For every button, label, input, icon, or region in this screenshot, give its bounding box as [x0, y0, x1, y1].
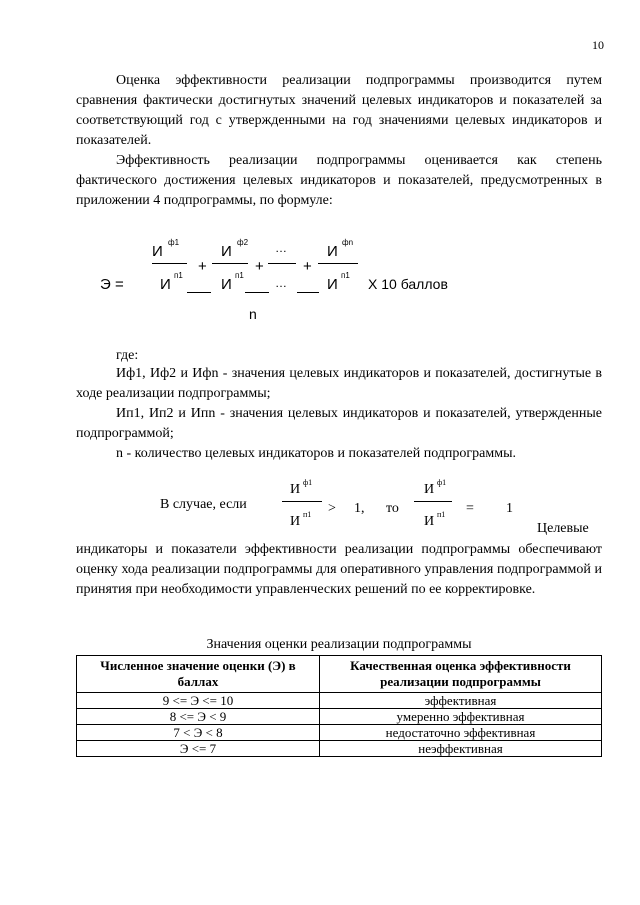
table-cell-quality: эффективная	[320, 693, 602, 709]
condition-result-numerator-sup: ф1	[437, 478, 447, 487]
formula-numerator-term-n: И	[327, 243, 338, 260]
evaluation-table	[76, 655, 602, 757]
main-fraction-bar-2	[245, 292, 269, 293]
main-fraction-bar-3	[297, 292, 319, 293]
condition-greater-than: >	[328, 501, 336, 516]
formula-multiplier: X 10 баллов	[368, 276, 448, 292]
intro-paragraph: Оценка эффективности реализации подпрограммы производится путем сравнения фактически достигнутых значений целевых индикаторов и показателей за соответствующий год с утвержденными на год значениями целевых индикаторов и показателей.	[76, 73, 602, 148]
condition-denominator: И	[290, 514, 301, 529]
table-header-row	[77, 656, 602, 693]
condition-result-numerator: И	[424, 482, 435, 497]
table-cell-score: Э <= 7	[77, 741, 320, 757]
formula-lhs: Э =	[100, 276, 124, 293]
definition-planned-text: - значения целевых индикаторов и показателей, утвержденные подпрограммой;	[76, 406, 602, 441]
fraction-bar-4	[318, 263, 358, 264]
formula-sup-f2: ф2	[237, 238, 249, 247]
table-header-quality: Качественная оценка эффективности реализации подпрограммы	[320, 656, 602, 693]
formula-sup-p1-a: п1	[174, 271, 183, 280]
formula-dots-top: …	[275, 241, 287, 255]
condition-equals: =	[466, 501, 474, 516]
definition-actual-symbols: Иф1, Иф2 и Ифn	[116, 366, 219, 381]
condition-result-fraction-bar	[414, 501, 452, 502]
condition-numerator: И	[290, 482, 301, 497]
table-cell-score: 9 <= Э <= 10	[77, 693, 320, 709]
table-cell-score: 8 <= Э < 9	[77, 709, 320, 725]
definition-planned-values	[76, 404, 602, 444]
definition-actual-text: - значения целевых индикаторов и показателей, достигнутые в ходе реализации подпрограммы;	[76, 366, 602, 401]
fraction-bar-1	[152, 263, 187, 264]
formula-denominator-term-2: И	[221, 276, 232, 293]
definition-planned-symbols: Ип1, Ип2 и Ипn	[116, 406, 216, 421]
condition-result-denominator-sup: п1	[437, 510, 446, 519]
formula-plus-3: +	[303, 258, 312, 275]
formula-denominator-term-n: И	[327, 276, 338, 293]
formula-numerator-term-1: И	[152, 243, 163, 260]
condition-trailing-word: Целевые	[537, 521, 589, 536]
table-row	[77, 709, 602, 725]
table-row	[77, 741, 602, 757]
fraction-bar-3	[268, 263, 296, 264]
table-header-score: Численное значение оценки (Э) в баллах	[77, 656, 320, 693]
table-cell-quality: недостаточно эффективная	[320, 725, 602, 741]
formula-sup-p1-c: п1	[341, 271, 350, 280]
table-cell-quality: неэффективная	[320, 741, 602, 757]
table-cell-quality: умеренно эффективная	[320, 709, 602, 725]
page-number: 10	[592, 38, 604, 52]
fraction-bar-2	[212, 263, 248, 264]
formula-intro-paragraph: Эффективность реализации подпрограммы оценивается как степень фактического достижения целевых индикаторов и показателей, предусмотренных в приложении 4 подпрограммы, по формуле:	[76, 153, 602, 208]
formula-sup-fn: фn	[342, 238, 354, 247]
table-row	[77, 693, 602, 709]
table-cell-score: 7 < Э < 8	[77, 725, 320, 741]
where-label: где:	[116, 348, 139, 363]
formula-plus-2: +	[255, 258, 264, 275]
table-caption: Значения оценки реализации подпрограммы	[206, 637, 472, 652]
condition-one: 1,	[354, 501, 365, 516]
formula-sup-f1: ф1	[168, 238, 180, 247]
formula-dots-bottom: …	[275, 276, 287, 290]
main-fraction-bar-1	[187, 292, 211, 293]
definition-count: n - количество целевых индикаторов и показателей подпрограммы.	[116, 446, 516, 461]
condition-result-denominator: И	[424, 514, 435, 529]
formula-sup-p1-b: п1	[235, 271, 244, 280]
condition-then: то	[386, 501, 399, 516]
condition-denominator-sup: п1	[303, 510, 312, 519]
definition-actual-values	[76, 364, 602, 404]
formula-divisor: n	[249, 306, 257, 322]
table-row	[77, 725, 602, 741]
formula-denominator-term-1: И	[160, 276, 171, 293]
condition-result: 1	[506, 501, 513, 516]
conclusion-paragraph: индикаторы и показатели эффективности реализации подпрограммы обеспечивают оценку хода реализации подпрограммы для оперативного управления подпрограммой и принятия при необходимости управленческих решений по ее корректировке.	[76, 542, 602, 597]
condition-numerator-sup: ф1	[303, 478, 313, 487]
formula-plus-1: +	[198, 258, 207, 275]
condition-prefix: В случае, если	[160, 497, 247, 512]
condition-fraction-bar	[282, 501, 322, 502]
formula-numerator-term-2: И	[221, 243, 232, 260]
